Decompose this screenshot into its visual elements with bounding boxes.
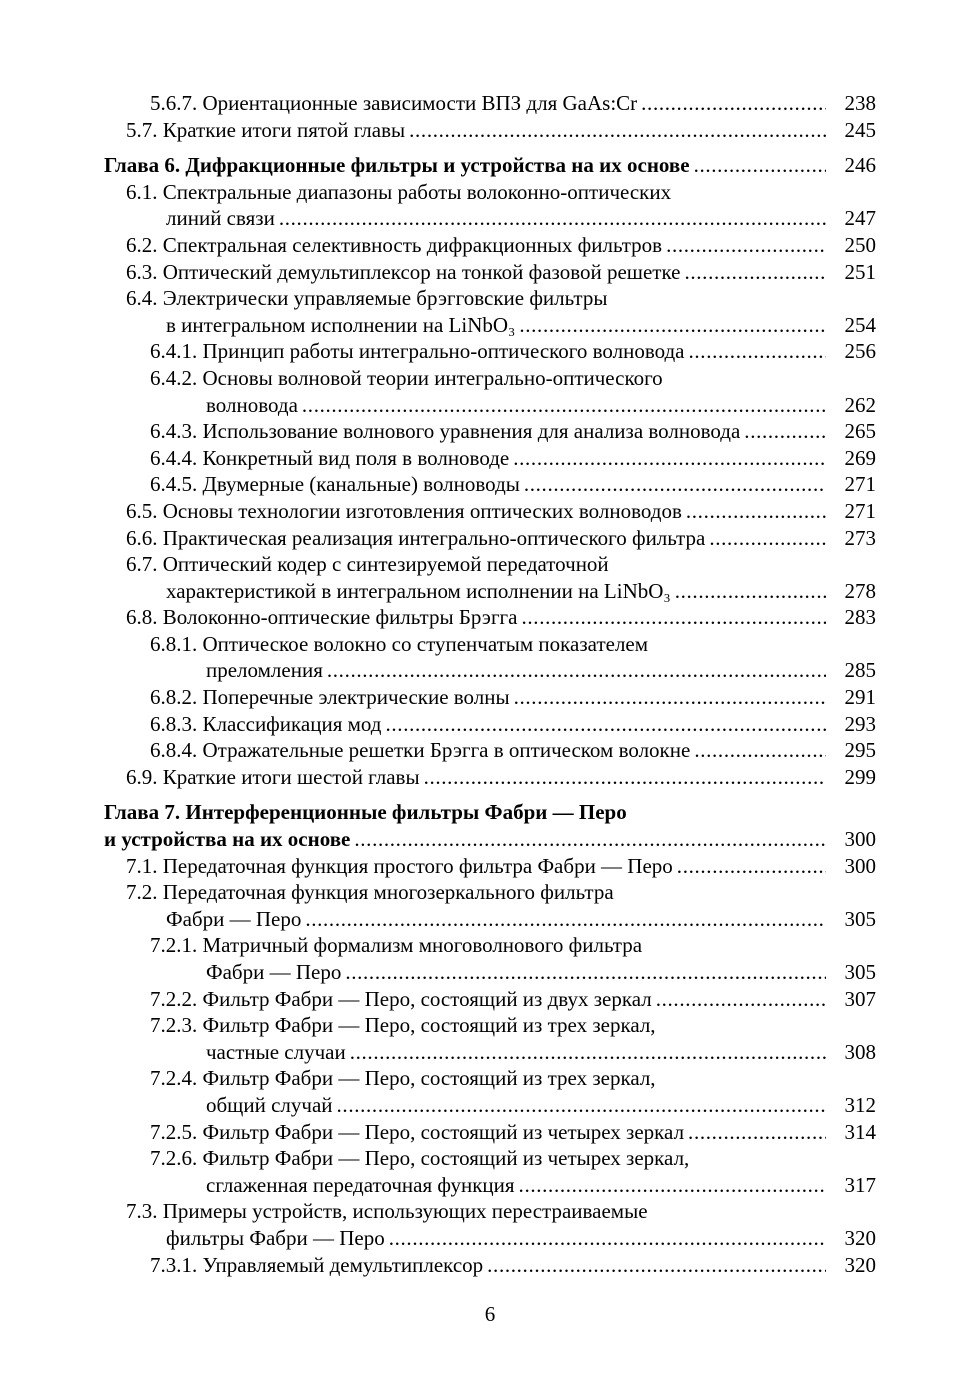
toc-page-number: 320 xyxy=(844,1225,876,1250)
toc-page-number: 300 xyxy=(844,827,876,852)
dot-leader xyxy=(675,578,826,605)
toc-entry-title: 6.4.1. Принцип работы интегрально-оптического волновода xyxy=(150,339,685,364)
dot-leader xyxy=(709,525,826,552)
toc-entry-title: 6.8.3. Классификация мод xyxy=(150,711,382,736)
table-of-contents xyxy=(104,90,876,1278)
toc-entry-title: 7.2.1. Матричный формализм многоволнового фильтра xyxy=(150,933,643,958)
toc-entry xyxy=(104,711,876,738)
dot-leader xyxy=(666,232,826,259)
toc-entry xyxy=(104,879,876,932)
toc-page-number: 245 xyxy=(844,117,876,142)
dot-leader xyxy=(522,604,827,631)
toc-page-number: 246 xyxy=(844,153,876,178)
toc-entry-title: 7.2.3. Фильтр Фабри — Перо, состоящий из трех зеркал, xyxy=(150,1013,656,1038)
toc-entry xyxy=(104,986,876,1013)
toc-entry-title: 6.2. Спектральная селективность дифракционных фильтров xyxy=(126,232,663,257)
toc-entry xyxy=(104,418,876,445)
toc-entry-title: Глава 7. Интерференционные фильтры Фабри — Перо xyxy=(104,800,627,825)
toc-entry xyxy=(104,551,876,604)
toc-entry xyxy=(104,1145,876,1198)
dot-leader xyxy=(327,657,826,684)
toc-entry-title: 5.6.7. Ориентационные зависимости ВПЗ для GaAs:Cr xyxy=(150,91,638,115)
toc-entry-title: 6.4.2. Основы волновой теории интегрально-оптического xyxy=(150,365,663,390)
dot-leader xyxy=(354,826,826,853)
toc-page-number: 317 xyxy=(844,1172,876,1197)
dot-leader xyxy=(337,1092,826,1119)
dot-leader xyxy=(514,684,826,711)
toc-entry xyxy=(104,338,876,365)
toc-entry-title: характеристикой в интегральном исполнении на LiNbO₃ xyxy=(166,578,671,603)
toc-page-number: 308 xyxy=(844,1039,876,1064)
toc-page-number: 262 xyxy=(844,392,876,417)
dot-leader xyxy=(305,906,826,933)
dot-leader xyxy=(694,152,826,179)
toc-entry xyxy=(104,117,876,144)
toc-page-number: 271 xyxy=(844,472,876,497)
dot-leader xyxy=(386,711,827,738)
toc-page-number: 307 xyxy=(844,986,876,1011)
toc-page-number: 273 xyxy=(844,525,876,550)
toc-entry-title: 7.3.1. Управляемый демультиплексор xyxy=(150,1252,484,1277)
dot-leader xyxy=(688,1119,826,1146)
toc-entry xyxy=(104,525,876,552)
dot-leader xyxy=(519,1172,826,1199)
toc-page-number: 254 xyxy=(844,312,876,337)
dot-leader xyxy=(656,986,826,1013)
toc-entry-title: 7.2. Передаточная функция многозеркального фильтра xyxy=(126,880,614,905)
toc-entry xyxy=(104,285,876,338)
dot-leader xyxy=(513,445,826,472)
toc-entry-title: 6.7. Оптический кодер с синтезируемой передаточной xyxy=(126,552,609,577)
toc-entry-title: 6.3. Оптический демультиплексор на тонкой фазовой решетке xyxy=(126,259,681,284)
toc-entry xyxy=(104,179,876,232)
toc-page-number: 320 xyxy=(844,1252,876,1277)
toc-page-number: 256 xyxy=(844,339,876,364)
toc-entry xyxy=(104,232,876,259)
toc-entry-title: 6.4.5. Двумерные (канальные) волноводы xyxy=(150,472,520,497)
toc-entry xyxy=(104,1198,876,1251)
toc-entry-title: 7.2.6. Фильтр Фабри — Перо, состоящий из четырех зеркал, xyxy=(150,1146,690,1171)
toc-entry-title: частные случаи xyxy=(206,1039,346,1064)
toc-entry xyxy=(104,764,876,791)
dot-leader xyxy=(409,117,826,144)
toc-chapter-entry xyxy=(104,799,876,852)
toc-entry-title: 6.4.3. Использование волнового уравнения для анализа волновода xyxy=(150,419,741,444)
toc-entry xyxy=(104,498,876,525)
toc-page-number: 295 xyxy=(844,738,876,763)
toc-entry-title: 5.7. Краткие итоги пятой главы xyxy=(126,117,406,142)
toc-entry-title: 6.6. Практическая реализация интегрально-оптического фильтра xyxy=(126,525,706,550)
toc-page-number: 293 xyxy=(844,711,876,736)
toc-page-number: 314 xyxy=(844,1119,876,1144)
toc-entry-title: общий случай xyxy=(206,1092,333,1117)
toc-entry-title: 6.8.4. Отражательные решетки Брэгга в оптическом волокне xyxy=(150,738,691,763)
toc-entry xyxy=(104,604,876,631)
dot-leader xyxy=(350,1039,826,1066)
toc-entry-title: 7.2.5. Фильтр Фабри — Перо, состоящий из четырех зеркал xyxy=(150,1119,685,1144)
toc-entry-title: 7.1. Передаточная функция простого фильтра Фабри — Перо xyxy=(126,853,673,878)
toc-entry xyxy=(104,365,876,418)
dot-leader xyxy=(686,498,826,525)
toc-page-number: 247 xyxy=(844,206,876,231)
toc-entry-title: и устройства на их основе xyxy=(104,827,351,852)
toc-entry xyxy=(104,1119,876,1146)
dot-leader xyxy=(345,959,826,986)
toc-entry-title: 7.2.4. Фильтр Фабри — Перо, состоящий из трех зеркал, xyxy=(150,1066,656,1091)
toc-entry xyxy=(104,631,876,684)
toc-entry-title: фильтры Фабри — Перо xyxy=(166,1225,385,1250)
toc-entry-title: 6.5. Основы технологии изготовления оптических волноводов xyxy=(126,498,682,523)
page-number: 6 xyxy=(484,1302,496,1326)
dot-leader xyxy=(677,853,826,880)
dot-leader xyxy=(487,1252,826,1279)
toc-page-number: 305 xyxy=(844,960,876,984)
toc-page-number: 250 xyxy=(844,232,876,257)
toc-entry-title: 6.4. Электрически управляемые брэгговские фильтры xyxy=(126,286,608,311)
toc-entry-title: 6.8. Волоконно-оптические фильтры Брэгга xyxy=(126,605,518,630)
dot-leader xyxy=(694,737,826,764)
toc-entry-title: 6.9. Краткие итоги шестой главы xyxy=(126,764,420,789)
toc-entry xyxy=(104,1252,876,1279)
toc-entry-title: 7.3. Примеры устройств, использующих перестраиваемые xyxy=(126,1199,648,1224)
toc-page-number: 291 xyxy=(844,685,876,710)
dot-leader xyxy=(744,418,826,445)
toc-entry-title: 6.8.2. Поперечные электрические волны xyxy=(150,685,510,710)
dot-leader xyxy=(424,764,826,791)
dot-leader xyxy=(524,471,826,498)
toc-entry-title: Фабри — Перо xyxy=(166,906,302,931)
toc-entry xyxy=(104,445,876,472)
toc-page-number: 251 xyxy=(844,259,876,284)
toc-chapter-entry xyxy=(104,152,876,179)
toc-entry xyxy=(104,471,876,498)
toc-entry-title: преломления xyxy=(206,658,323,683)
toc-page-number: 305 xyxy=(844,906,876,931)
toc-entry-title: волновода xyxy=(206,392,298,417)
toc-entry-title: Фабри — Перо xyxy=(206,960,342,984)
dot-leader xyxy=(279,205,826,232)
dot-leader xyxy=(302,392,826,419)
toc-entry-title: линий связи xyxy=(166,206,275,231)
toc-entry xyxy=(104,1012,876,1065)
toc-entry xyxy=(104,1065,876,1118)
toc-entry-title: сглаженная передаточная функция xyxy=(206,1172,515,1197)
toc-page-number: 271 xyxy=(844,498,876,523)
toc-page-number: 265 xyxy=(844,419,876,444)
dot-leader xyxy=(689,338,827,365)
toc-page-number: 285 xyxy=(844,658,876,683)
toc-entry xyxy=(104,684,876,711)
toc-entry xyxy=(104,259,876,286)
toc-entry-title: 7.2.2. Фильтр Фабри — Перо, состоящий из двух зеркал xyxy=(150,986,652,1011)
toc-page-number: 269 xyxy=(844,445,876,470)
toc-page-number: 299 xyxy=(844,764,876,789)
toc-page-number: 238 xyxy=(844,91,876,115)
toc-entry xyxy=(104,737,876,764)
toc-page-number: 278 xyxy=(844,578,876,603)
toc-page-number: 312 xyxy=(844,1092,876,1117)
dot-leader xyxy=(641,90,826,117)
toc-page-number: 300 xyxy=(844,853,876,878)
dot-leader xyxy=(684,259,826,286)
toc-entry xyxy=(104,932,876,985)
toc-page-number: 283 xyxy=(844,605,876,630)
toc-entry xyxy=(104,90,876,117)
toc-entry-title: 6.4.4. Конкретный вид поля в волноводе xyxy=(150,445,510,470)
toc-entry xyxy=(104,853,876,880)
toc-entry-title: в интегральном исполнении на LiNbO₃ xyxy=(166,312,516,337)
toc-entry-title: 6.8.1. Оптическое волокно со ступенчатым показателем xyxy=(150,631,649,656)
toc-entry-title: Глава 6. Дифракционные фильтры и устройства на их основе xyxy=(104,153,690,178)
toc-entry-title: 6.1. Спектральные диапазоны работы волоконно-оптических xyxy=(126,179,672,204)
dot-leader xyxy=(389,1225,826,1252)
dot-leader xyxy=(519,312,826,339)
